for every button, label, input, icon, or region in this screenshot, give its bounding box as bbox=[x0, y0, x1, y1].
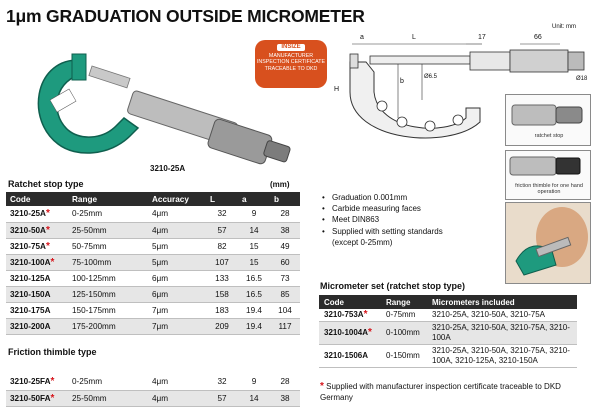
col-b: b bbox=[270, 192, 300, 206]
col-accuracy: Accuracy bbox=[148, 192, 206, 206]
cell-a: 14 bbox=[238, 390, 270, 406]
cell-range: 150-175mm bbox=[68, 302, 148, 318]
cell-accuracy: 4μm bbox=[148, 390, 206, 406]
cell-accuracy: 4μm bbox=[148, 222, 206, 238]
badge-line-2: INSPECTION CERTIFICATE bbox=[256, 59, 326, 65]
certificate-star-icon: * bbox=[50, 256, 55, 268]
feature-text: Graduation 0.001mm bbox=[332, 193, 408, 202]
code-text: 3210-100A bbox=[10, 257, 51, 267]
dim-b-label: b bbox=[400, 78, 404, 85]
cell-code bbox=[6, 238, 68, 254]
certificate-badge bbox=[255, 40, 327, 88]
col-range: Range bbox=[68, 192, 148, 206]
table-row bbox=[6, 206, 300, 222]
cell-included: 3210-25A, 3210-50A, 3210-75A, 3210-100A, 3210-125A, 3210-150A bbox=[427, 345, 577, 368]
cell-b: 38 bbox=[270, 390, 300, 406]
table-row bbox=[319, 309, 577, 322]
table-row bbox=[6, 254, 300, 270]
cell-L: 82 bbox=[206, 238, 238, 254]
code-text: 3210-753A bbox=[324, 310, 364, 319]
cell-range: 0-25mm bbox=[68, 374, 148, 390]
code-text: 3210-50A bbox=[10, 225, 46, 235]
dim-L-label: L bbox=[412, 34, 416, 41]
feature-text: Meet DIN863 bbox=[332, 215, 380, 225]
list-item bbox=[322, 237, 443, 248]
dim-H-label: H bbox=[334, 86, 340, 93]
cell-accuracy: 4μm bbox=[148, 206, 206, 222]
feature-text: (except 0-25mm) bbox=[332, 237, 393, 247]
dim-17-label: 17 bbox=[478, 34, 486, 41]
cell-L: 32 bbox=[206, 374, 238, 390]
table-row bbox=[6, 390, 300, 406]
cell-L: 57 bbox=[206, 222, 238, 238]
cell-range: 0-150mm bbox=[381, 345, 427, 368]
dim-65-label: Ø6.5 bbox=[424, 74, 438, 80]
ratchet-section-label: Ratchet stop type bbox=[8, 179, 84, 189]
cell-L: 133 bbox=[206, 270, 238, 286]
table-row bbox=[6, 222, 300, 238]
cell-accuracy: 6μm bbox=[148, 270, 206, 286]
footnote-star: * bbox=[320, 381, 324, 392]
set-table bbox=[319, 295, 577, 368]
brand-logo: INSIZE bbox=[277, 44, 304, 51]
ratchet-spec-table bbox=[6, 192, 300, 335]
table-row bbox=[6, 302, 300, 318]
cell-a: 9 bbox=[238, 206, 270, 222]
ratchet-stop-caption: ratchet stop bbox=[534, 133, 564, 139]
cell-code bbox=[6, 222, 68, 238]
cell-L: 107 bbox=[206, 254, 238, 270]
cell-a: 15 bbox=[238, 238, 270, 254]
unit-label: Unit: mm bbox=[552, 24, 576, 30]
certificate-star-icon: * bbox=[50, 392, 55, 404]
certificate-star-icon: * bbox=[45, 208, 50, 220]
col-code: Code bbox=[319, 295, 381, 309]
table-row bbox=[6, 286, 300, 302]
list-item: • Meet DIN863 bbox=[322, 215, 380, 225]
friction-section-label: Friction thimble type bbox=[8, 347, 97, 357]
code-text: 3210-1506A bbox=[324, 351, 369, 360]
cell-code bbox=[6, 286, 68, 302]
code-text: 3210-200A bbox=[10, 321, 51, 331]
cell-range: 125-150mm bbox=[68, 286, 148, 302]
cell-range: 0-25mm bbox=[68, 206, 148, 222]
feature-text: Carbide measuring faces bbox=[332, 204, 421, 214]
friction-spec-table bbox=[6, 374, 300, 407]
dim-18-label: Ø18 bbox=[576, 76, 588, 82]
cell-accuracy: 5μm bbox=[148, 238, 206, 254]
cell-range: 75-100mm bbox=[68, 254, 148, 270]
cell-b: 60 bbox=[270, 254, 300, 270]
friction-thimble-caption: friction thimble for one hand operation bbox=[515, 183, 583, 195]
cell-L: 183 bbox=[206, 302, 238, 318]
col-L: L bbox=[206, 192, 238, 206]
cell-accuracy: 7μm bbox=[148, 318, 206, 334]
ratchet-stop-photo bbox=[505, 94, 591, 146]
footnote-text: Supplied with manufacturer inspection certificate traceable to DKD Germany bbox=[320, 382, 561, 402]
cell-L: 209 bbox=[206, 318, 238, 334]
code-text: 3210-125A bbox=[10, 273, 51, 283]
cell-range: 25-50mm bbox=[68, 222, 148, 238]
features-list bbox=[322, 192, 443, 248]
dim-66-label: 66 bbox=[534, 34, 542, 41]
col-included: Micrometers included bbox=[427, 295, 577, 309]
certificate-star-icon: * bbox=[50, 376, 55, 388]
cell-code bbox=[6, 302, 68, 318]
cell-code bbox=[6, 270, 68, 286]
cell-code bbox=[6, 318, 68, 334]
cell-a: 16.5 bbox=[238, 286, 270, 302]
footnote bbox=[320, 381, 595, 403]
cell-code bbox=[6, 254, 68, 270]
cell-range: 0-100mm bbox=[381, 322, 427, 345]
cell-a: 16.5 bbox=[238, 270, 270, 286]
table-header-row bbox=[319, 295, 577, 309]
badge-line-1: MANUFACTURER bbox=[268, 52, 314, 59]
table-row bbox=[6, 270, 300, 286]
certificate-star-icon: * bbox=[45, 224, 50, 236]
cell-b: 104 bbox=[270, 302, 300, 318]
table-row bbox=[6, 318, 300, 334]
hand-operation-photo bbox=[505, 202, 591, 284]
cell-range: 0-75mm bbox=[381, 309, 427, 322]
table-row bbox=[319, 345, 577, 368]
table-header-row bbox=[6, 192, 300, 206]
cell-L: 158 bbox=[206, 286, 238, 302]
cell-b: 73 bbox=[270, 270, 300, 286]
code-text: 3210-175A bbox=[10, 305, 51, 315]
cell-b: 38 bbox=[270, 222, 300, 238]
certificate-star-icon: * bbox=[363, 309, 368, 320]
code-text: 3210-50FA bbox=[10, 393, 51, 403]
cell-a: 9 bbox=[238, 374, 270, 390]
cell-b: 28 bbox=[270, 374, 300, 390]
cell-code bbox=[319, 345, 381, 368]
cell-b: 85 bbox=[270, 286, 300, 302]
friction-thimble-illustration bbox=[506, 151, 590, 181]
friction-thimble-photo bbox=[505, 150, 591, 200]
cell-a: 19.4 bbox=[238, 302, 270, 318]
cell-included: 3210-25A, 3210-50A, 3210-75A bbox=[427, 309, 577, 322]
cell-b: 117 bbox=[270, 318, 300, 334]
hand-operation-illustration bbox=[506, 203, 590, 283]
cell-b: 28 bbox=[270, 206, 300, 222]
table-row bbox=[6, 374, 300, 390]
cell-L: 32 bbox=[206, 206, 238, 222]
table-row bbox=[319, 322, 577, 345]
col-range: Range bbox=[381, 295, 427, 309]
cell-accuracy: 4μm bbox=[148, 374, 206, 390]
cell-a: 15 bbox=[238, 254, 270, 270]
certificate-star-icon: * bbox=[45, 240, 50, 252]
code-text: 3210-1004A bbox=[324, 328, 369, 337]
cell-b: 49 bbox=[270, 238, 300, 254]
cell-code bbox=[319, 322, 381, 345]
code-text: 3210-25A bbox=[10, 209, 46, 219]
page-title: 1μm GRADUATION OUTSIDE MICROMETER bbox=[6, 6, 365, 26]
table-row bbox=[6, 238, 300, 254]
cell-a: 19.4 bbox=[238, 318, 270, 334]
cell-range: 100-125mm bbox=[68, 270, 148, 286]
set-section-label: Micrometer set (ratchet stop type) bbox=[320, 281, 466, 291]
cell-included: 3210-25A, 3210-50A, 3210-75A, 3210-100A bbox=[427, 322, 577, 345]
cell-code bbox=[319, 309, 381, 322]
product-photo-caption: 3210-25A bbox=[150, 164, 186, 173]
col-code: Code bbox=[6, 192, 68, 206]
ratchet-stop-illustration bbox=[506, 95, 590, 133]
cell-code bbox=[6, 390, 68, 406]
feature-text: Supplied with setting standards bbox=[332, 226, 443, 236]
cell-accuracy: 7μm bbox=[148, 302, 206, 318]
badge-line-3: TRACEABLE TO DKD bbox=[264, 65, 318, 72]
cell-range: 25-50mm bbox=[68, 390, 148, 406]
col-a: a bbox=[238, 192, 270, 206]
cell-range: 50-75mm bbox=[68, 238, 148, 254]
list-item: • Carbide measuring faces bbox=[322, 204, 421, 214]
code-text: 3210-75A bbox=[10, 241, 46, 251]
ratchet-unit-label: (mm) bbox=[270, 180, 290, 189]
cell-L: 57 bbox=[206, 390, 238, 406]
cell-code bbox=[6, 206, 68, 222]
cell-accuracy: 5μm bbox=[148, 254, 206, 270]
cell-code bbox=[6, 374, 68, 390]
cell-a: 14 bbox=[238, 222, 270, 238]
code-text: 3210-150A bbox=[10, 289, 51, 299]
code-text: 3210-25FA bbox=[10, 377, 51, 387]
list-item: • Graduation 0.001mm bbox=[322, 193, 408, 202]
list-item: • Supplied with setting standards bbox=[322, 226, 443, 236]
cell-accuracy: 6μm bbox=[148, 286, 206, 302]
cell-range: 175-200mm bbox=[68, 318, 148, 334]
dim-a-label: a bbox=[360, 34, 364, 41]
certificate-star-icon: * bbox=[368, 327, 372, 338]
